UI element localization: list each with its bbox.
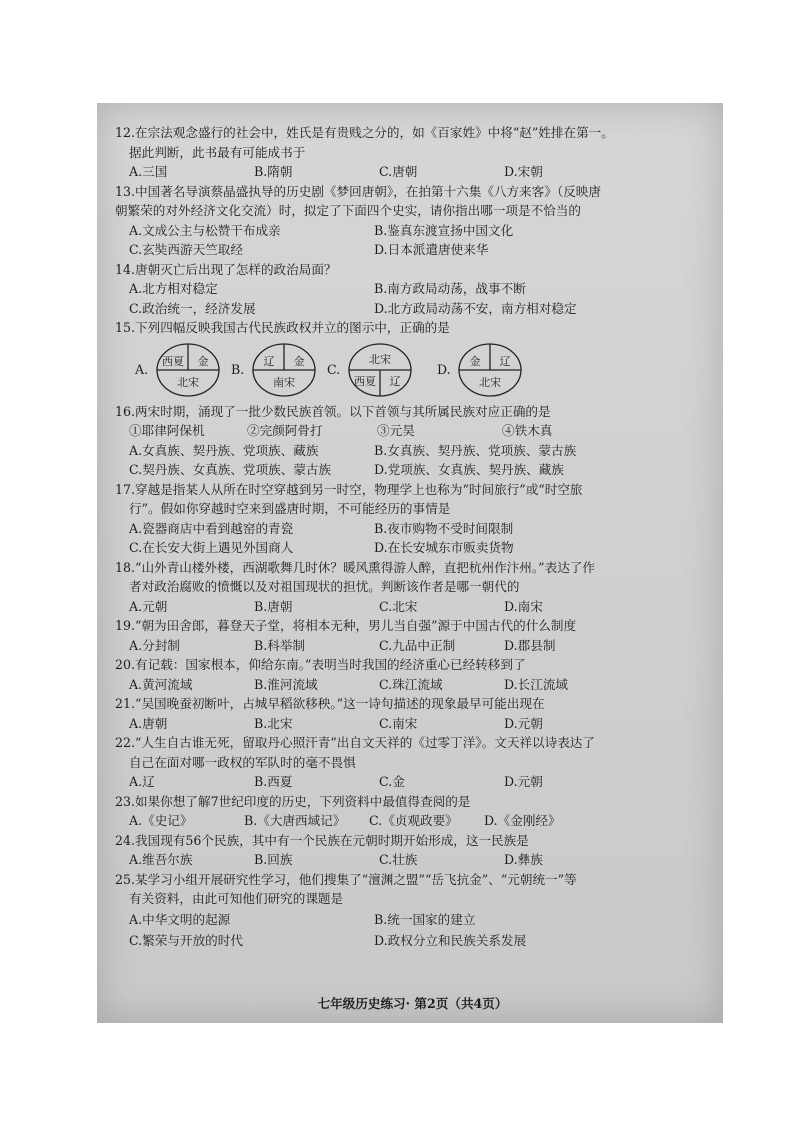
diagram-label-d: D.	[437, 362, 451, 377]
option-c: C.繁荣与开放的时代	[129, 932, 243, 948]
option-b: B.女真族、契丹族、党项族、蒙古族	[374, 442, 577, 458]
option-d: D.日本派遣唐使来华	[374, 242, 489, 257]
question-14-options	[129, 279, 710, 318]
option-c: C.契丹族、女真族、党项族、蒙古族	[129, 462, 332, 477]
diagram-a-top-left: 西夏	[162, 354, 184, 368]
option-b: B.夜市购物不受时间限制	[374, 520, 514, 536]
question-19-stem: 19.“朝为田舍郎，暮登天子堂，将相本无种，男儿当自强”源于中国古代的什么制度	[115, 618, 577, 633]
question-12-stem-cont: 据此判断，此书最有可能成书于	[129, 144, 306, 160]
option-a: A.维吾尔族	[129, 852, 193, 867]
question-17-options	[129, 519, 710, 558]
diagram-b-top-right: 金	[293, 354, 305, 368]
option-b: B.北宋	[254, 715, 293, 731]
question-18-options	[129, 597, 710, 617]
option-c: C.珠江流域	[379, 676, 443, 692]
option-c: C.壮族	[379, 852, 418, 867]
question-14-stem: 14.唐朝灭亡后出现了怎样的政治局面？	[115, 261, 337, 277]
question-18-stem-cont: 者对政治腐败的愤慨以及对祖国现状的担忧。判断该作者是哪一朝代的	[129, 579, 520, 594]
question-24-options	[129, 850, 710, 870]
question-25-stem: 25.某学习小组开展研究性学习，他们搜集了“澶渊之盟”“岳飞抗金”、“元朝统一”等	[115, 871, 577, 887]
option-b: B.西夏	[254, 774, 293, 789]
option-a: A.辽	[129, 774, 155, 789]
option-d: D.郡县制	[504, 637, 556, 653]
option-c: C.金	[379, 774, 405, 789]
option-d: D.彝族	[504, 852, 543, 867]
question-12-options	[129, 162, 710, 182]
option-a: A.三国	[129, 164, 168, 179]
question-16-options	[129, 441, 710, 480]
option-a: A.瓷器商店中看到越窑的青瓷	[129, 520, 294, 536]
question-25-stem-cont: 有关资料，由此可知他们研究的课题是	[129, 891, 344, 906]
option-b: B.南方政局动荡，战事不断	[374, 281, 526, 296]
question-16-stem: 16.两宋时期，涌现了一批少数民族首领。以下首领与其所属民族对应正确的是	[115, 403, 551, 419]
question-13-stem-cont: 朝繁荣的对外经济文化交流）时，拟定了下面四个史实，请你指出哪一项是不恰当的	[115, 203, 581, 218]
option-c: C.《贞观政要》	[369, 813, 458, 828]
diagram-label-b: B.	[231, 362, 245, 377]
question-20-stem: 20.有记载：国家根本，仰给东南。”表明当时我国的经济重心已经转移到了	[115, 657, 526, 672]
option-b: B.淮河流域	[254, 676, 318, 692]
question-15-diagrams	[135, 338, 710, 402]
diagram-d	[457, 342, 523, 398]
diagram-d-top-right: 辽	[499, 354, 511, 368]
option-d: D.在长安城东市贩卖货物	[374, 540, 514, 555]
option-b: B.回族	[254, 852, 293, 867]
option-a: A.北方相对稳定	[129, 281, 218, 296]
option-b: B.鉴真东渡宣扬中国文化	[374, 222, 514, 238]
option-d: D.党项族、女真族、契丹族、藏族	[374, 462, 564, 477]
diagram-c-top: 北宋	[369, 352, 391, 366]
option-a: A.唐朝	[129, 715, 168, 731]
leader-3: ③元昊	[377, 423, 415, 438]
diagram-b-bottom: 南宋	[273, 375, 295, 389]
question-23-stem: 23.如果你想了解7世纪印度的历史，下列资料中最值得查阅的是	[115, 793, 471, 809]
question-13-options	[129, 221, 710, 260]
question-23-options	[129, 811, 710, 831]
question-13-stem: 13.中国著名导演蔡晶盛执导的历史剧《梦回唐朝》，在拍第十六集《八方来客》（反映唐	[115, 183, 601, 199]
question-17-stem-cont: 行”。假如你穿越时空来到盛唐时期，不可能经历的事情是	[129, 501, 451, 516]
option-c: C.在长安大街上遇见外国商人	[129, 540, 294, 555]
diagram-d-top-left: 金	[469, 354, 481, 368]
question-24-stem: 24.我国现有56个民族，其中有一个民族在元朝时期开始形成，这一民族是	[115, 832, 529, 848]
option-a: A.分封制	[129, 637, 180, 653]
option-b: B.科举制	[254, 637, 306, 653]
option-a: A.元朝	[129, 598, 168, 614]
option-b: B.隋朝	[254, 164, 293, 179]
option-d: D.《金刚经》	[484, 813, 561, 828]
option-d: D.北方政局动荡不安，南方相对稳定	[374, 300, 577, 316]
diagram-d-bottom: 北宋	[479, 375, 501, 389]
option-d: D.长江流域	[504, 676, 569, 692]
diagram-a-top-right: 金	[197, 354, 209, 368]
scanned-photo	[97, 103, 723, 1023]
leader-4: ④铁木真	[502, 423, 553, 438]
page-footer: 七年级历史练习· 第2页（共4页）	[317, 996, 508, 1011]
option-d: D.宋朝	[504, 164, 543, 179]
option-c: C.南宋	[379, 715, 418, 731]
question-20-options	[129, 675, 710, 695]
diagram-a-bottom: 北宋	[177, 375, 199, 389]
question-16-leaders	[129, 421, 710, 441]
diagram-c-bottom-left: 西夏	[354, 374, 376, 388]
option-a: A.黄河流域	[129, 676, 193, 692]
question-15-stem: 15.下列四幅反映我国古代民族政权并立的图示中，正确的是	[115, 320, 450, 335]
question-21-options	[129, 714, 710, 734]
diagram-label-a: A.	[135, 362, 149, 377]
diagram-a	[155, 342, 221, 398]
question-25-options	[129, 909, 710, 951]
option-b: B.统一国家的建立	[374, 911, 476, 927]
option-c: C.玄奘西游天竺取经	[129, 242, 243, 257]
diagram-label-c: C.	[327, 362, 341, 377]
leader-2: ②完颜阿骨打	[247, 423, 323, 438]
question-17-stem: 17.穿越是指某人从所在时空穿越到另一时空，物理学上也称为“时间旅行”或“时空旅	[115, 481, 583, 497]
option-c: C.唐朝	[379, 164, 418, 179]
leader-1: ①耶律阿保机	[129, 423, 205, 438]
option-c: C.九品中正制	[379, 637, 456, 653]
exam-page	[115, 123, 710, 1011]
option-d: D.政权分立和民族关系发展	[374, 932, 527, 948]
option-d: D.南宋	[504, 598, 543, 614]
option-d: D.元朝	[504, 715, 543, 731]
option-c: C.政治统一，经济发展	[129, 300, 256, 316]
diagram-c	[347, 342, 413, 398]
diagram-b-top-left: 辽	[263, 354, 275, 368]
question-12-stem: 12.在宗法观念盛行的社会中，姓氏是有贵贱之分的，如《百家姓》中将“赵”姓排在第一。	[115, 125, 614, 140]
option-a: A.文成公主与松赞干布成亲	[129, 222, 281, 238]
option-d: D.元朝	[504, 774, 543, 789]
question-18-stem: 18.“山外青山楼外楼，西湖歌舞几时休？暖风熏得游人醉，直把杭州作汴州。”表达了作	[115, 559, 595, 575]
option-a: A.中华文明的起源	[129, 911, 231, 927]
question-22-stem-cont: 自己在面对哪一政权的军队时的毫不畏惧	[129, 754, 356, 770]
diagram-b	[251, 342, 317, 398]
option-b: B.唐朝	[254, 598, 293, 614]
option-b: B.《大唐西域记》	[244, 813, 346, 828]
option-a: A.女真族、契丹族、党项族、藏族	[129, 442, 319, 458]
question-21-stem: 21.“吴国晚蚕初断叶，占城早稻欲移秧。”这一诗句描述的现象最早可能出现在	[115, 696, 545, 711]
question-22-stem: 22.“人生自古谁无死，留取丹心照汗青”出自文天祥的《过零丁洋》。文天祥以诗表达了	[115, 735, 595, 750]
question-19-options	[129, 636, 710, 656]
option-a: A.《史记》	[129, 813, 193, 828]
diagram-c-bottom-right: 辽	[389, 374, 401, 388]
option-c: C.北宋	[379, 598, 418, 614]
question-22-options	[129, 772, 710, 792]
